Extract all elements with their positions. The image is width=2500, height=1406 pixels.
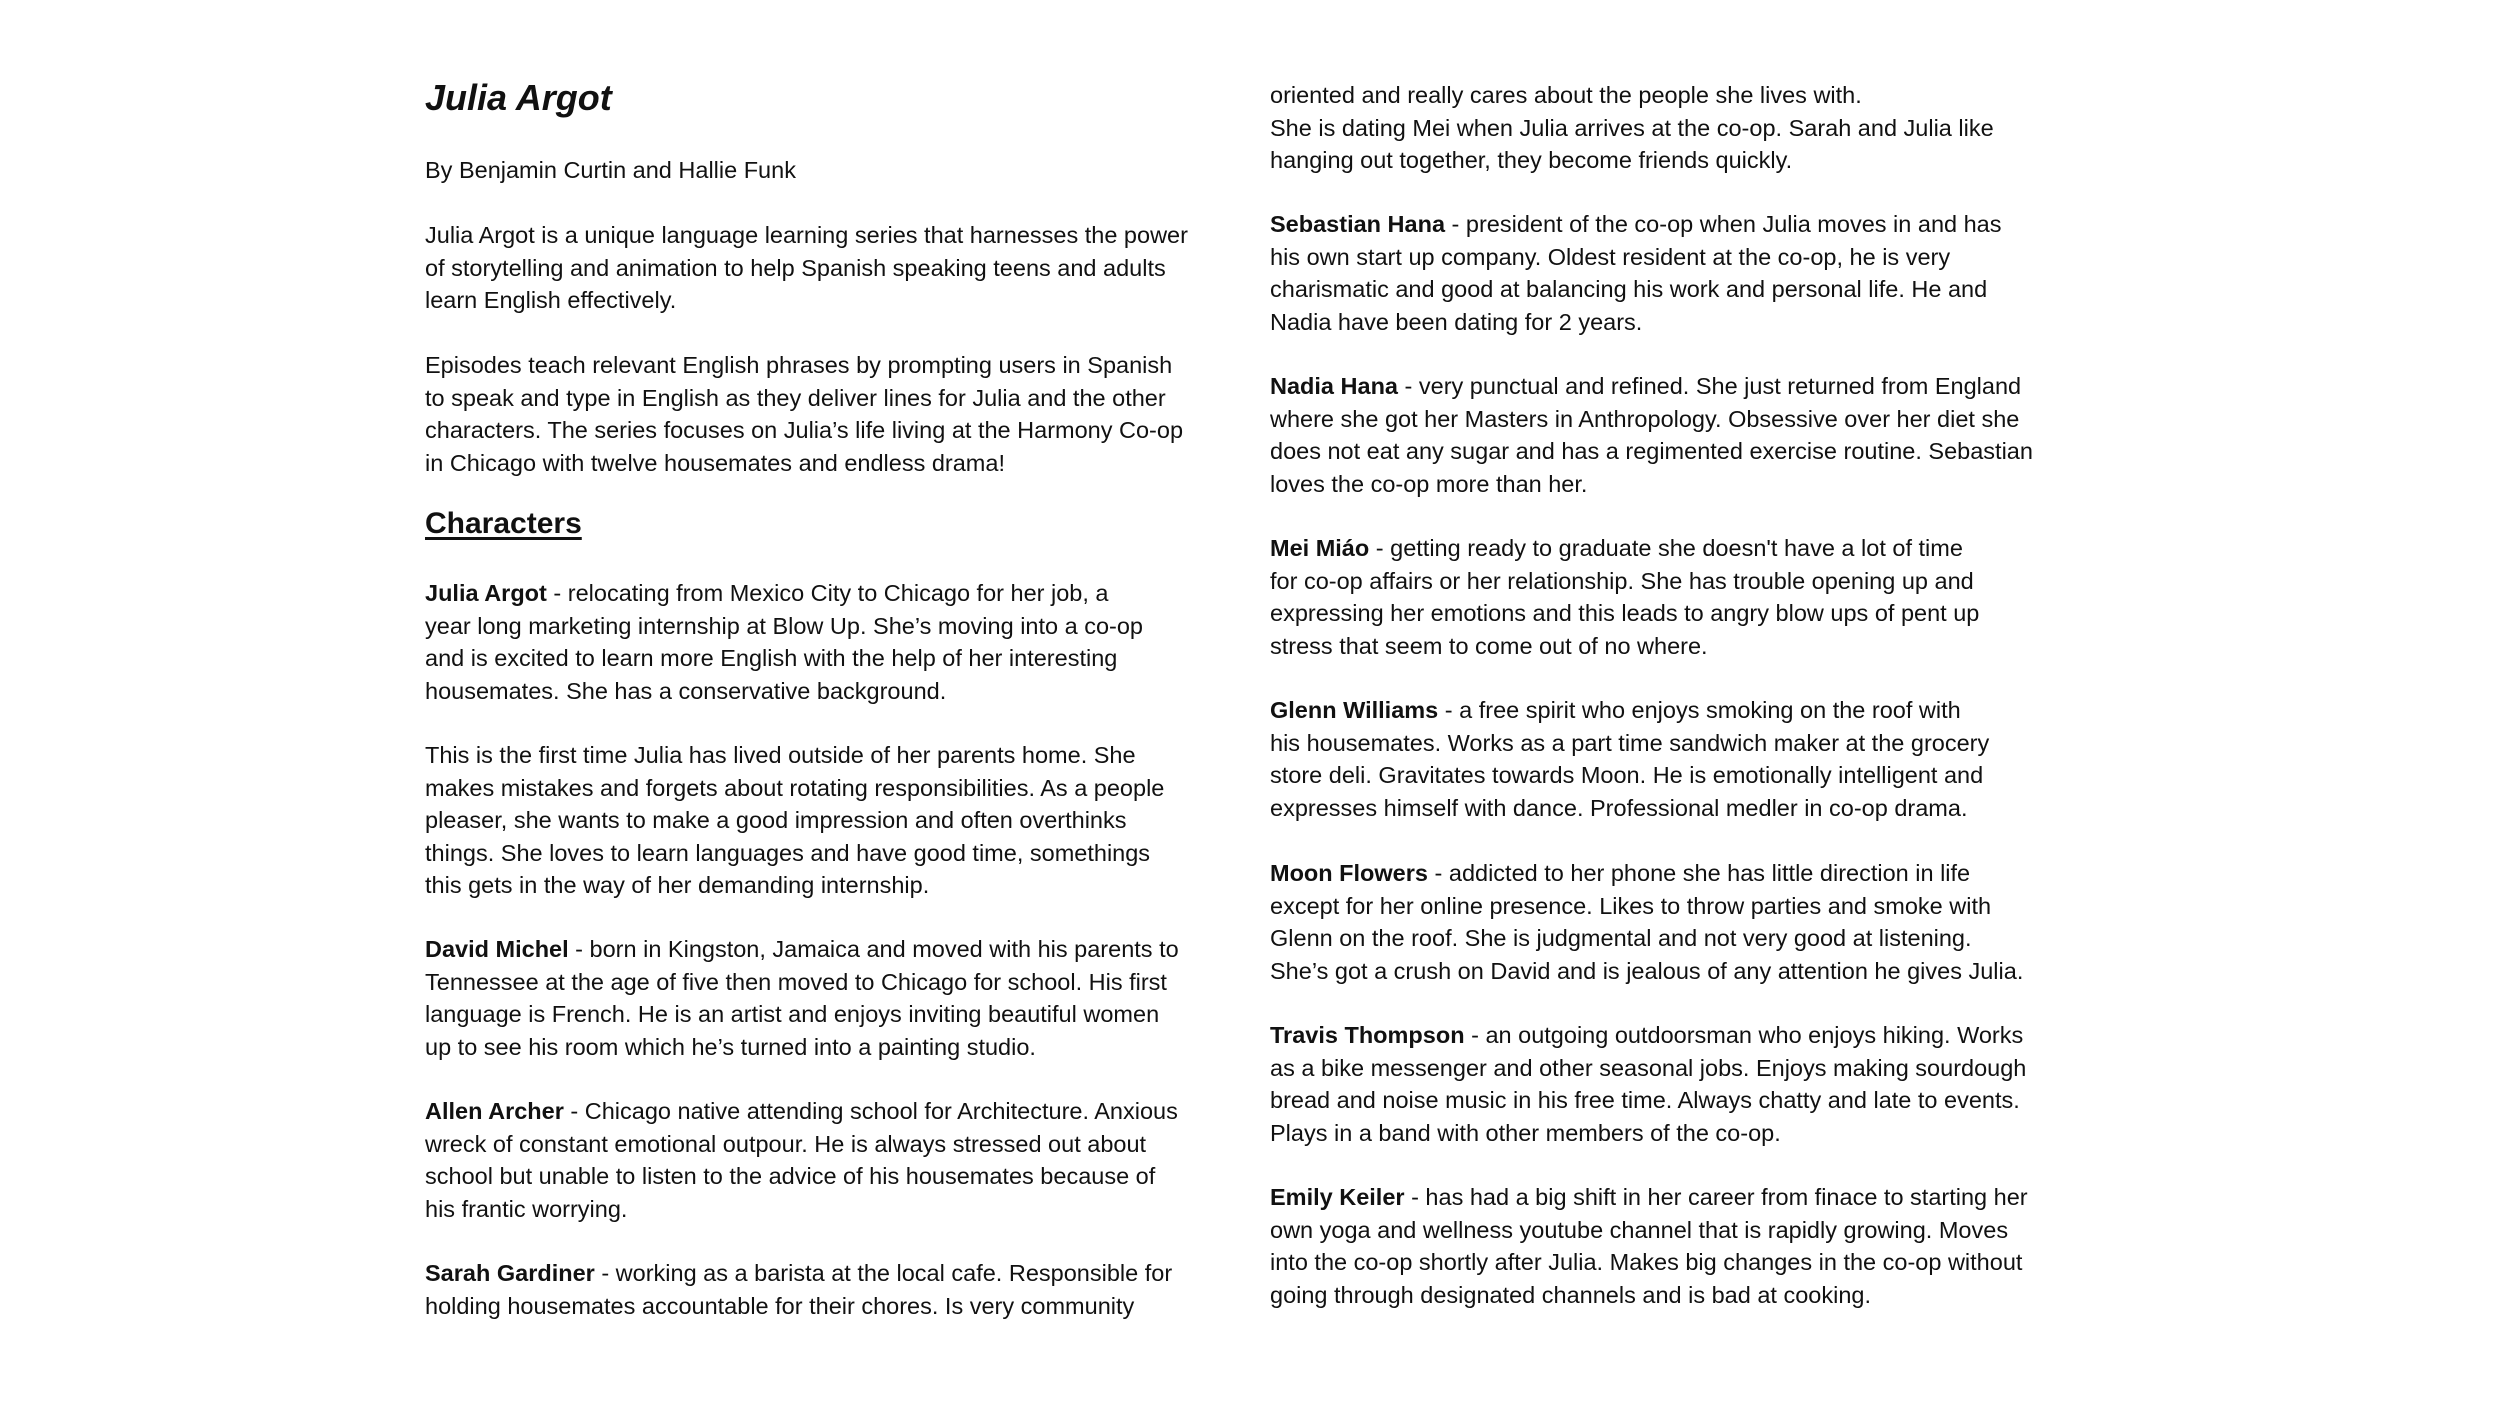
character-block-travis-thompson — [1270, 1019, 2026, 1149]
text-line — [1270, 1181, 2028, 1214]
text-line: stress that seem to come out of no where. — [1270, 632, 1708, 659]
text-line: year long marketing internship at Blow Up. She’s moving into a co-op — [425, 612, 1144, 639]
text-line: holding housemates accountable for their chores. Is very community — [425, 1292, 1135, 1319]
character-name: Emily Keiler — [1270, 1184, 1405, 1210]
text-line: Nadia have been dating for 2 years. — [1270, 308, 1643, 335]
character-description: - president of the co-op when Julia moves in and has — [1445, 211, 2002, 237]
byline: By Benjamin Curtin and Hallie Funk — [425, 157, 796, 183]
character-description: - getting ready to graduate she doesn't have a lot of time — [1369, 535, 1963, 561]
character-description: - an outgoing outdoorsman who enjoys hiking. Works — [1464, 1022, 2024, 1048]
character-block-david-michel — [425, 933, 1179, 1063]
text-line: She’s got a crush on David and is jealous of any attention he gives Julia. — [1270, 957, 2024, 984]
text-line: in Chicago with twelve housemates and endless drama! — [425, 449, 1005, 476]
character-name: Glenn Williams — [1270, 697, 1439, 723]
intro-paragraph-1 — [425, 219, 1188, 317]
character-block-moon-flowers — [1270, 857, 2023, 987]
text-line — [1270, 694, 1989, 727]
text-line: school but unable to listen to the advice of his housemates because of — [425, 1163, 1156, 1189]
text-line — [425, 933, 1179, 966]
text-line: She is dating Mei when Julia arrives at the co-op. Sarah and Julia like — [1270, 114, 1994, 141]
text-line: language is French. He is an artist and enjoys inviting beautiful women — [425, 1001, 1160, 1027]
text-line: Julia Argot is a unique language learning series that harnesses the power — [425, 222, 1188, 248]
text-line: this gets in the way of her demanding internship. — [425, 872, 930, 898]
character-block-allen-archer — [425, 1095, 1178, 1225]
character-block-sebastian-hana — [1270, 208, 2002, 338]
text-line: expressing her emotions and this leads to angry blow ups of pent up — [1270, 600, 1980, 626]
character-description: - Chicago native attending school for Architecture. Anxious — [563, 1098, 1178, 1124]
intro-paragraph-2 — [425, 349, 1183, 479]
character-description: - born in Kingston, Jamaica and moved with his parents to — [568, 936, 1179, 962]
text-line: charismatic and good at balancing his work and personal life. He and — [1270, 276, 1988, 302]
text-line — [1270, 857, 2023, 890]
text-line: his own start up company. Oldest resident at the co-op, he is very — [1270, 243, 1951, 270]
text-line: his frantic worrying. — [425, 1195, 628, 1222]
text-line: pleaser, she wants to make a good impression and often overthinks — [425, 807, 1127, 833]
character-description: - has had a big shift in her career from finace to starting her — [1404, 1184, 2028, 1210]
text-line: expresses himself with dance. Professional medler in co-op drama. — [1270, 794, 1968, 821]
text-line: wreck of constant emotional outpour. He is always stressed out about — [425, 1130, 1147, 1157]
character-block-glenn-williams — [1270, 694, 1989, 824]
julia-background-paragraph — [425, 739, 1164, 902]
text-line: and is excited to learn more English with the help of her interesting — [425, 645, 1118, 671]
document-title: Julia Argot — [425, 77, 612, 118]
text-line — [425, 577, 1143, 610]
text-line — [425, 1095, 1178, 1128]
text-line: Plays in a band with other members of the co-op. — [1270, 1119, 1781, 1146]
text-line: to speak and type in English as they deliver lines for Julia and the other — [425, 384, 1166, 411]
text-line — [1270, 208, 2002, 241]
text-line: where she got her Masters in Anthropology. Obsessive over her diet she — [1270, 405, 2020, 432]
text-line: oriented and really cares about the people she lives with. — [1270, 82, 1862, 108]
text-line: bread and noise music in his free time. Always chatty and late to events. — [1270, 1087, 2020, 1113]
character-description: - a free spirit who enjoys smoking on the roof with — [1438, 697, 1961, 723]
character-name: Nadia Hana — [1270, 373, 1398, 399]
character-description: - working as a barista at the local cafe. Responsible for — [594, 1260, 1173, 1286]
character-name: Sebastian Hana — [1270, 211, 1446, 237]
text-line: characters. The series focuses on Julia’s life living at the Harmony Co-op — [425, 417, 1184, 443]
character-block-emily-keiler — [1270, 1181, 2028, 1311]
text-line: his housemates. Works as a part time sandwich maker at the grocery — [1270, 729, 1990, 756]
text-line: as a bike messenger and other seasonal jobs. Enjoys making sourdough — [1270, 1054, 2027, 1081]
character-name: Allen Archer — [425, 1098, 564, 1124]
text-line: Tennessee at the age of five then moved to Chicago for school. His first — [425, 968, 1167, 995]
text-line: loves the co-op more than her. — [1270, 470, 1588, 497]
character-name: Moon Flowers — [1270, 860, 1428, 886]
text-line — [1270, 532, 1979, 565]
text-line: except for her online presence. Likes to throw parties and smoke with — [1270, 892, 1992, 919]
text-line: This is the first time Julia has lived outside of her parents home. She — [425, 742, 1136, 768]
character-block-sarah-gardiner — [425, 1257, 1172, 1322]
text-line: hanging out together, they become friends quickly. — [1270, 147, 1793, 173]
text-line: learn English effectively. — [425, 287, 677, 313]
character-block-mei-miao — [1270, 532, 1979, 662]
text-line: up to see his room which he’s turned into a painting studio. — [425, 1033, 1036, 1060]
character-name: Mei Miáo — [1270, 535, 1370, 561]
character-description: - addicted to her phone she has little direction in life — [1427, 860, 1971, 886]
character-name: Sarah Gardiner — [425, 1260, 595, 1286]
text-line: own yoga and wellness youtube channel that is rapidly growing. Moves — [1270, 1216, 2009, 1243]
sarah-gardiner-continued — [1270, 79, 1994, 177]
text-line: store deli. Gravitates towards Moon. He is emotionally intelligent and — [1270, 762, 1984, 788]
text-line: does not eat any sugar and has a regimented exercise routine. Sebastian — [1270, 438, 2033, 464]
text-line — [1270, 1019, 2026, 1052]
character-name: Travis Thompson — [1270, 1022, 1465, 1048]
character-block-nadia-hana — [1270, 370, 2033, 500]
character-name: David Michel — [425, 936, 569, 962]
text-line: housemates. She has a conservative background. — [425, 677, 947, 704]
characters-heading: Characters — [425, 507, 582, 540]
text-line: Episodes teach relevant English phrases by prompting users in Spanish — [425, 352, 1173, 378]
text-line: going through designated channels and is bad at cooking. — [1270, 1281, 1872, 1308]
text-line: things. She loves to learn languages and have good time, somethings — [425, 839, 1151, 866]
character-description: - very punctual and refined. She just returned from England — [1398, 373, 2022, 399]
text-line: for co-op affairs or her relationship. She has trouble opening up and — [1270, 567, 1974, 594]
character-name: Julia Argot — [425, 580, 547, 606]
text-line: Glenn on the roof. She is judgmental and not very good at listening. — [1270, 925, 1972, 951]
text-line — [1270, 370, 2033, 403]
text-line: of storytelling and animation to help Spanish speaking teens and adults — [425, 254, 1166, 281]
text-line — [425, 1257, 1172, 1290]
character-block-julia-argot — [425, 577, 1143, 707]
character-description: - relocating from Mexico City to Chicago for her job, a — [546, 580, 1109, 606]
text-line: makes mistakes and forgets about rotating responsibilities. As a people — [425, 774, 1165, 801]
text-line: into the co-op shortly after Julia. Makes big changes in the co-op without — [1270, 1249, 2023, 1275]
